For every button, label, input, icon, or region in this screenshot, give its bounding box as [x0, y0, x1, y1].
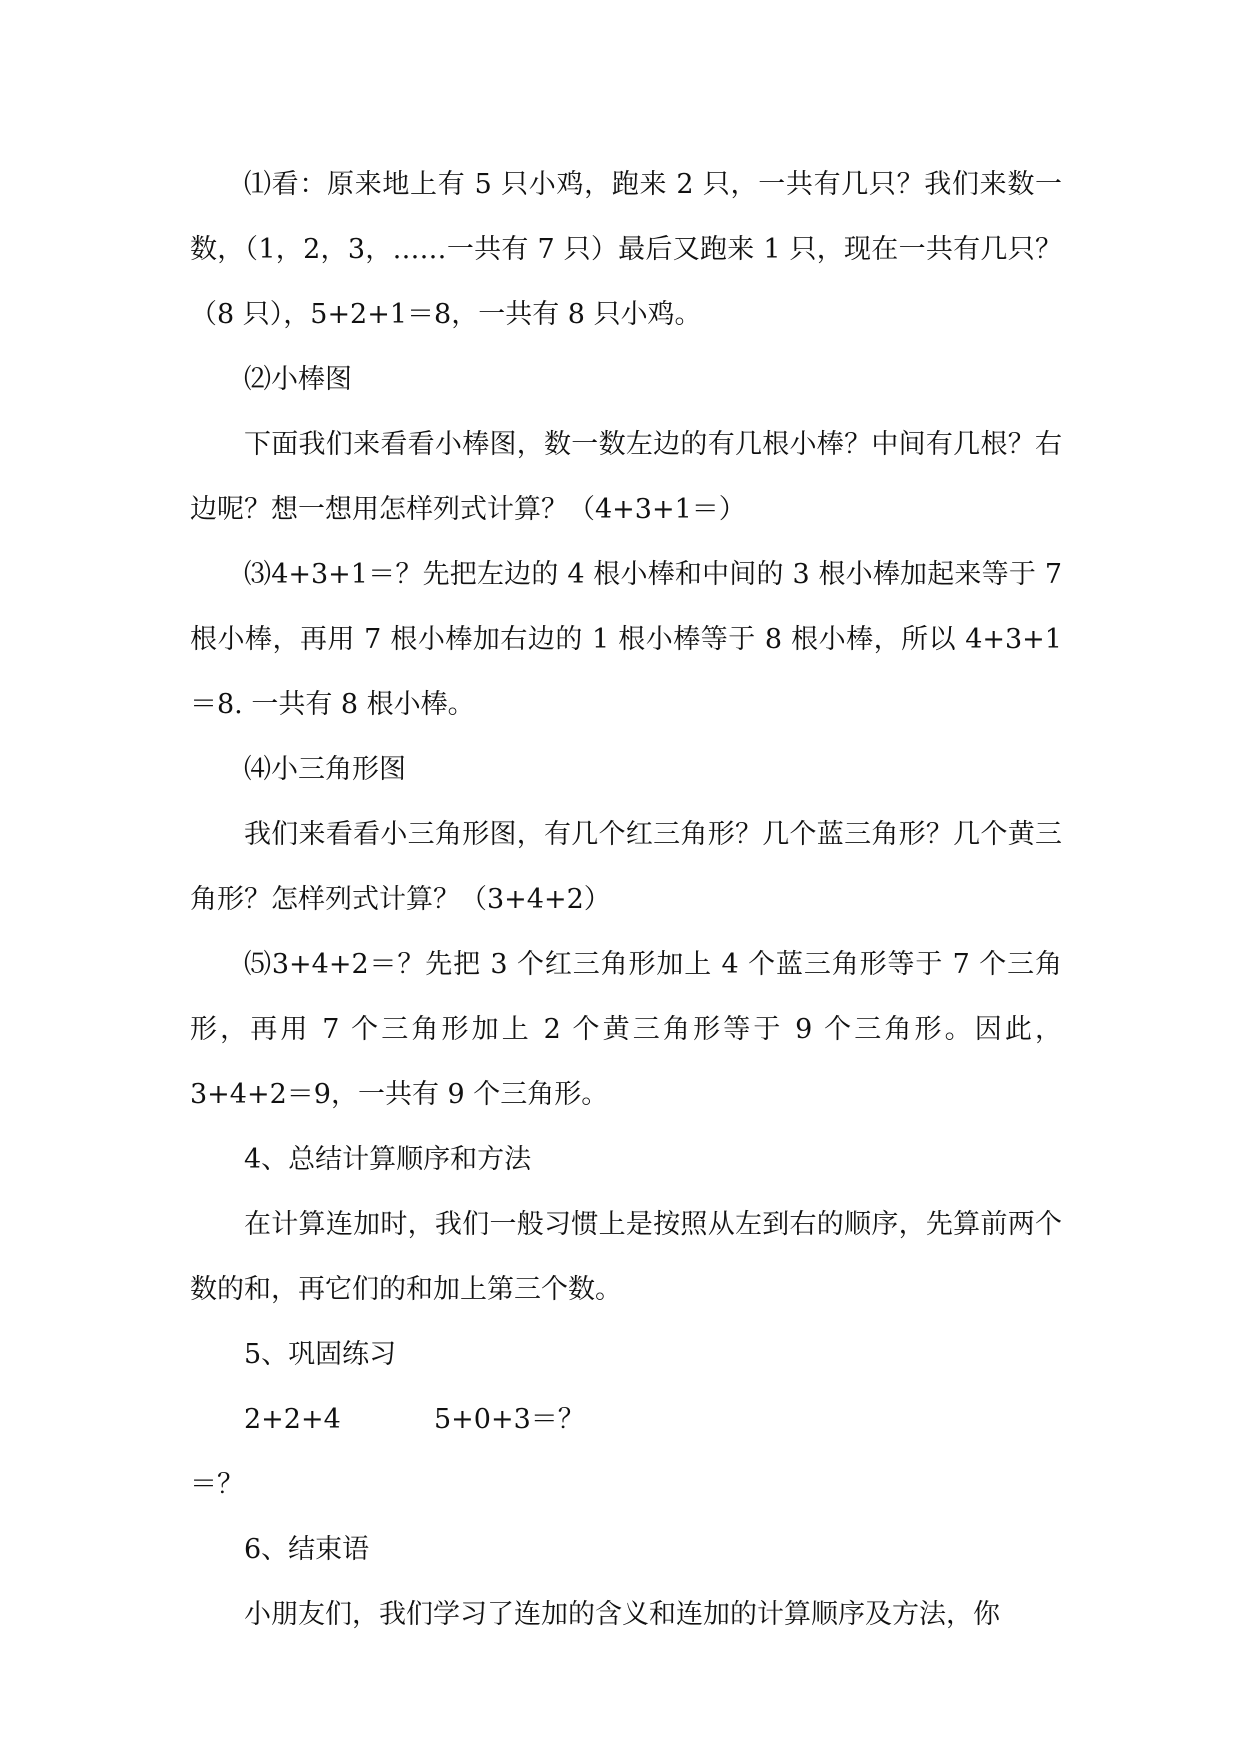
heading-practice: 5、巩固练习 [244, 1339, 397, 1370]
paragraph-closing: 小朋友们，我们学习了连加的含义和连加的计算顺序及方法，你 [244, 1599, 1000, 1630]
exercise-1: 2+2+4＝？ [190, 1404, 341, 1500]
exercise-2: 5+0+3＝？ [434, 1404, 585, 1435]
paragraph-sticks-question: 下面我们来看看小棒图，数一数左边的有几根小棒？中间有几根？右边呢？想一想用怎样列式计算？（4+3+1＝） [190, 429, 1062, 525]
practice-exercises [190, 1387, 1062, 1517]
paragraph-summary: 在计算连加时，我们一般习惯上是按照从左到右的顺序，先算前两个数的和，再它们的和加上第三个数。 [190, 1209, 1062, 1305]
paragraph-triangles-solution: ⑸3+4+2＝？先把 3 个红三角形加上 4 个蓝三角形等于 7 个三角形，再用 7 个三角形加上 2 个黄三角形等于 9 个三角形。因此，3+4+2＝9，一共有 9 个三角形。 [190, 949, 1062, 1110]
paragraph-sticks-solution: ⑶4+3+1＝？先把左边的 4 根小棒和中间的 3 根小棒加起来等于 7 根小棒，再用 7 根小棒加右边的 1 根小棒等于 8 根小棒，所以 4+3+1＝8. 一共有 8 根小棒。 [190, 559, 1062, 720]
paragraph-triangles-question: 我们来看看小三角形图，有几个红三角形？几个蓝三角形？几个黄三角形？怎样列式计算？（3+4+2） [190, 819, 1062, 915]
paragraph-chicks: ⑴看：原来地上有 5 只小鸡，跑来 2 只，一共有几只？我们来数一数，（1，2，3，……一共有 7 只）最后又跑来 1 只，现在一共有几只？（8 只），5+2+1＝8，一共有 8 只小鸡。 [190, 169, 1062, 330]
heading-triangles-diagram: ⑷小三角形图 [244, 754, 406, 785]
document-page [190, 152, 1062, 1647]
heading-summary: 4、总结计算顺序和方法 [244, 1144, 532, 1175]
heading-closing: 6、结束语 [244, 1534, 370, 1565]
heading-sticks-diagram: ⑵小棒图 [244, 364, 352, 395]
